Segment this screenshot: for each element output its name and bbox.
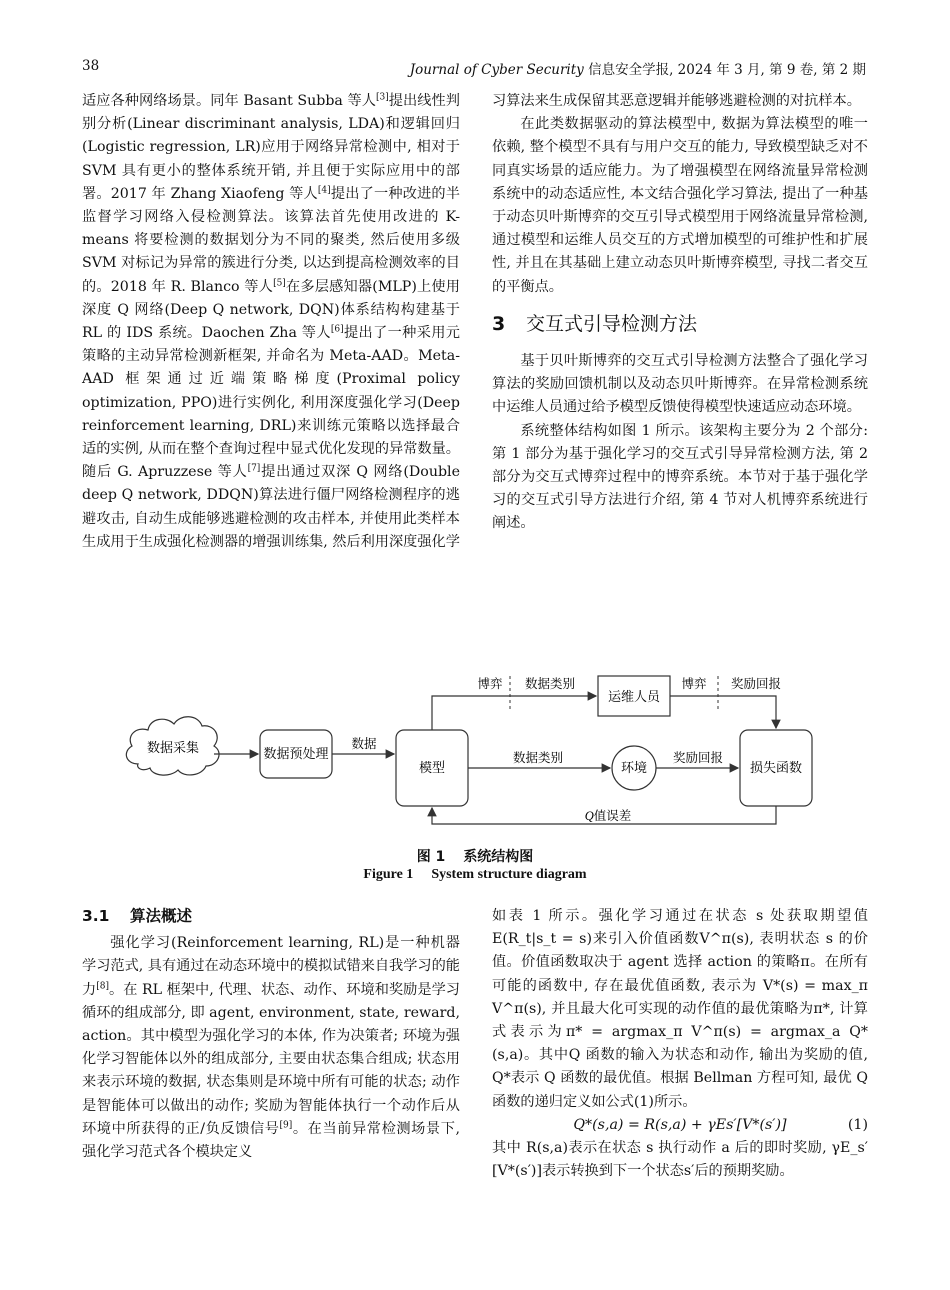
text-run: 强化学习(Reinforcement learning, RL)是一种机器学习范式, 具有通过在动态环境中的模拟试错来自我学习的能力 bbox=[82, 935, 460, 998]
equation-1 bbox=[492, 1114, 868, 1137]
right-column-top bbox=[492, 90, 868, 536]
subsection-number: 3.1 bbox=[82, 907, 110, 925]
journal-title-italic: Journal of Cyber Security bbox=[409, 62, 584, 78]
figure-title-en: System structure diagram bbox=[431, 867, 587, 882]
label-data-category-top: 数据类别 bbox=[524, 676, 576, 691]
figure-number-cn: 图 1 bbox=[416, 849, 446, 865]
label-reward-mid: 奖励回报 bbox=[672, 750, 724, 765]
section-number: 3 bbox=[492, 312, 506, 335]
citation-3: [3] bbox=[375, 92, 389, 103]
label-data-category-mid: 数据类别 bbox=[512, 750, 564, 765]
citation-8: [8] bbox=[96, 980, 109, 991]
subsection-title: 算法概述 bbox=[130, 907, 193, 925]
equation-number: (1) bbox=[847, 1116, 868, 1133]
node-loss: 损失函数 bbox=[749, 761, 803, 776]
text-run: 提出了一种改进的半监督学习网络入侵检测算法。该算法首先使用改进的 K-means 将要检测的数据划分为不同的聚类, 然后使用多级 SVM 对标记为异常的簇进行分类, 以达到提高检测效率的目的。2018 年 R. Blanco 等人 bbox=[82, 185, 460, 295]
page-number: 38 bbox=[82, 58, 100, 74]
section-title: 交互式引导检测方法 bbox=[526, 312, 698, 335]
citation-9: [9] bbox=[279, 1120, 293, 1131]
node-data-collect: 数据采集 bbox=[146, 741, 200, 756]
label-q-rest: 值误差 bbox=[593, 808, 632, 823]
text-run: 提出通过双深 Q 网络(Double deep Q network, DDQN)算法进行僵尸网络检测程序的逃避攻击, 自动生成能够逃避检测的攻击样本, 并使用此类样本生成用于生成强化检测器的增强训练集, 然后利用深度强化学 bbox=[82, 464, 460, 550]
left-bottom-paragraph bbox=[82, 932, 460, 1164]
right-top-paragraph-4: 系统整体结构如图 1 所示。该架构主要分为 2 个部分: 第 1 部分为基于强化学习的交互式引导异常检测方法, 第 2 部分为交互式博弈过程中的博弈系统。本节对于基于强化学习的交互式引导方法进行介绍, 第 4 节对人机博弈系统进行阐述。 bbox=[492, 422, 868, 532]
arrow-operator-loss bbox=[670, 696, 776, 728]
right-bottom-paragraph-1: 如表 1 所示。强化学习通过在状态 s 处获取期望值 E(R_t|s_t = s)来引入价值函数V^π(s), 表明状态 s 的价值。价值函数取决于 agent 选择 action 的策略π。在所有可能的函数中, 存在最优值函数, 表示为 V*(s) = max_π V^π(s), 并且最大化可实现的动作值的最优策略为π*, 计算式表示为π* = argmax_π V^π(s) = argmax_a Q*(s,a)。其中Q 函数的输入为状态和动作, 输出为奖励的值, Q*表示 Q 函数的最优值。根据 Bellman 方程可知, 最优 Q 函数的递归定义如公式(1)所示。 bbox=[492, 908, 868, 1110]
text-run: 在多层感知器(MLP)上使用深度 Q 网络(Deep Q network, DQN)体系结构构建基于 RL 的 IDS 系统。Daochen Zha 等人 bbox=[82, 278, 460, 342]
figure-title-cn: 系统结构图 bbox=[463, 849, 534, 865]
citation-4: [4] bbox=[317, 185, 331, 196]
citation-5: [5] bbox=[273, 277, 286, 288]
left-top-paragraph bbox=[82, 90, 460, 554]
text-run: 提出了一种采用元策略的主动异常检测新框架, 并命名为 Meta-AAD。Meta-AAD 框架通过近端策略梯度(Proximal policy optimization, PPO)进行实例化, 利用深度强化学习(Deep reinforcement learning, DRL)来训练元策略以选择最合适的实例, 从而在整个查询过程中显式优化发现的异常数量。随后 G. Apruzzese 等人 bbox=[82, 325, 460, 481]
node-model: 模型 bbox=[418, 761, 446, 776]
citation-6: [6] bbox=[330, 324, 344, 335]
cloud-data-collection bbox=[126, 717, 219, 775]
equation-body: Q*(s,a) = R(s,a) + γEs′[V*(s′)] bbox=[573, 1116, 787, 1133]
text-run: 适应各种网络场景。同年 Basant Subba 等人 bbox=[82, 93, 376, 109]
citation-7: [7] bbox=[247, 463, 261, 474]
text-run: 提出线性判别分析(Linear discriminant analysis, LDA)和逻辑回归(Logistic regression, LR)应用于网络异常检测中, 相对于 SVM 具有更小的整体系统开销, 并且便于实际应用中的部署。2017 年 Zhang Xiaofeng 等人 bbox=[82, 93, 460, 202]
right-top-paragraph-2: 在此类数据驱动的算法模型中, 数据为算法模型的唯一依赖, 整个模型不具有与用户交互的能力, 导致模型缺乏对不同真实场景的适应能力。为了增强模型在网络流量异常检测系统中的动态适应性, 本文结合强化学习算法, 提出了一种基于动态贝叶斯博弈的交互引导式模型用于网络流量异常检测, 通过模型和运维人员交互的方式增加模型的可维护性和扩展性, 并且在其基础上建立动态贝叶斯博弈模型, 寻找二者交互的平衡点。 bbox=[492, 116, 868, 295]
figure-caption-cn bbox=[0, 846, 950, 866]
text-run: 。在 RL 框架中, 代理、状态、动作、环境和奖励是学习循环的组成部分, 即 agent, environment, state, reward, action。其中模型为强化学习的本体, 作为决策者; 环境为强化学习智能体以外的组成部分, 主要由状态集合组成; 状态用来表示环境的数据, 状态集则是环境中所有可能的状态; 动作是智能体可以做出的动作; 奖励为智能体执行一个动作后从环境中所获得的正/负反馈信号 bbox=[82, 981, 460, 1137]
section-heading bbox=[492, 313, 868, 336]
journal-title-rest: 信息安全学报, 2024 年 3 月, 第 9 卷, 第 2 期 bbox=[583, 62, 866, 78]
label-q-error bbox=[585, 808, 632, 823]
text-run: 。在当前异常检测场景下, 强化学习范式各个模块定义 bbox=[82, 1120, 461, 1161]
right-bottom-paragraph-2: 其中 R(s,a)表示在状态 s 执行动作 a 后的即时奖励, γE_s′[V*(s′)]表示转换到下一个状态s′后的预期奖励。 bbox=[492, 1140, 868, 1180]
subsection-heading bbox=[82, 905, 460, 928]
node-preprocess: 数据预处理 bbox=[263, 747, 329, 762]
left-column-top bbox=[82, 90, 460, 554]
system-structure-figure bbox=[118, 664, 848, 844]
label-data: 数据 bbox=[351, 736, 377, 751]
right-column-bottom bbox=[492, 905, 868, 1183]
page-header bbox=[82, 58, 866, 80]
figure-caption-en bbox=[0, 867, 950, 883]
label-reward-top: 奖励回报 bbox=[730, 676, 782, 691]
node-environment: 环境 bbox=[620, 761, 648, 776]
figure-number-en: Figure 1 bbox=[363, 867, 414, 882]
label-game-1: 博弈 bbox=[477, 676, 503, 691]
arrow-model-operator bbox=[432, 696, 596, 730]
right-top-paragraph-3: 基于贝叶斯博弈的交互式引导检测方法整合了强化学习算法的奖励回馈机制以及动态贝叶斯博弈。在异常检测系统中运维人员通过给予模型反馈使得模型快速适应动态环境。 bbox=[492, 353, 868, 416]
label-q-letter: Q bbox=[584, 809, 594, 823]
left-column-bottom bbox=[82, 905, 460, 1164]
label-game-2: 博弈 bbox=[681, 676, 707, 691]
node-operator: 运维人员 bbox=[607, 690, 661, 705]
journal-title bbox=[410, 58, 866, 78]
right-top-paragraph-1: 习算法来生成保留其恶意逻辑并能够逃避检测的对抗样本。 bbox=[492, 93, 861, 109]
